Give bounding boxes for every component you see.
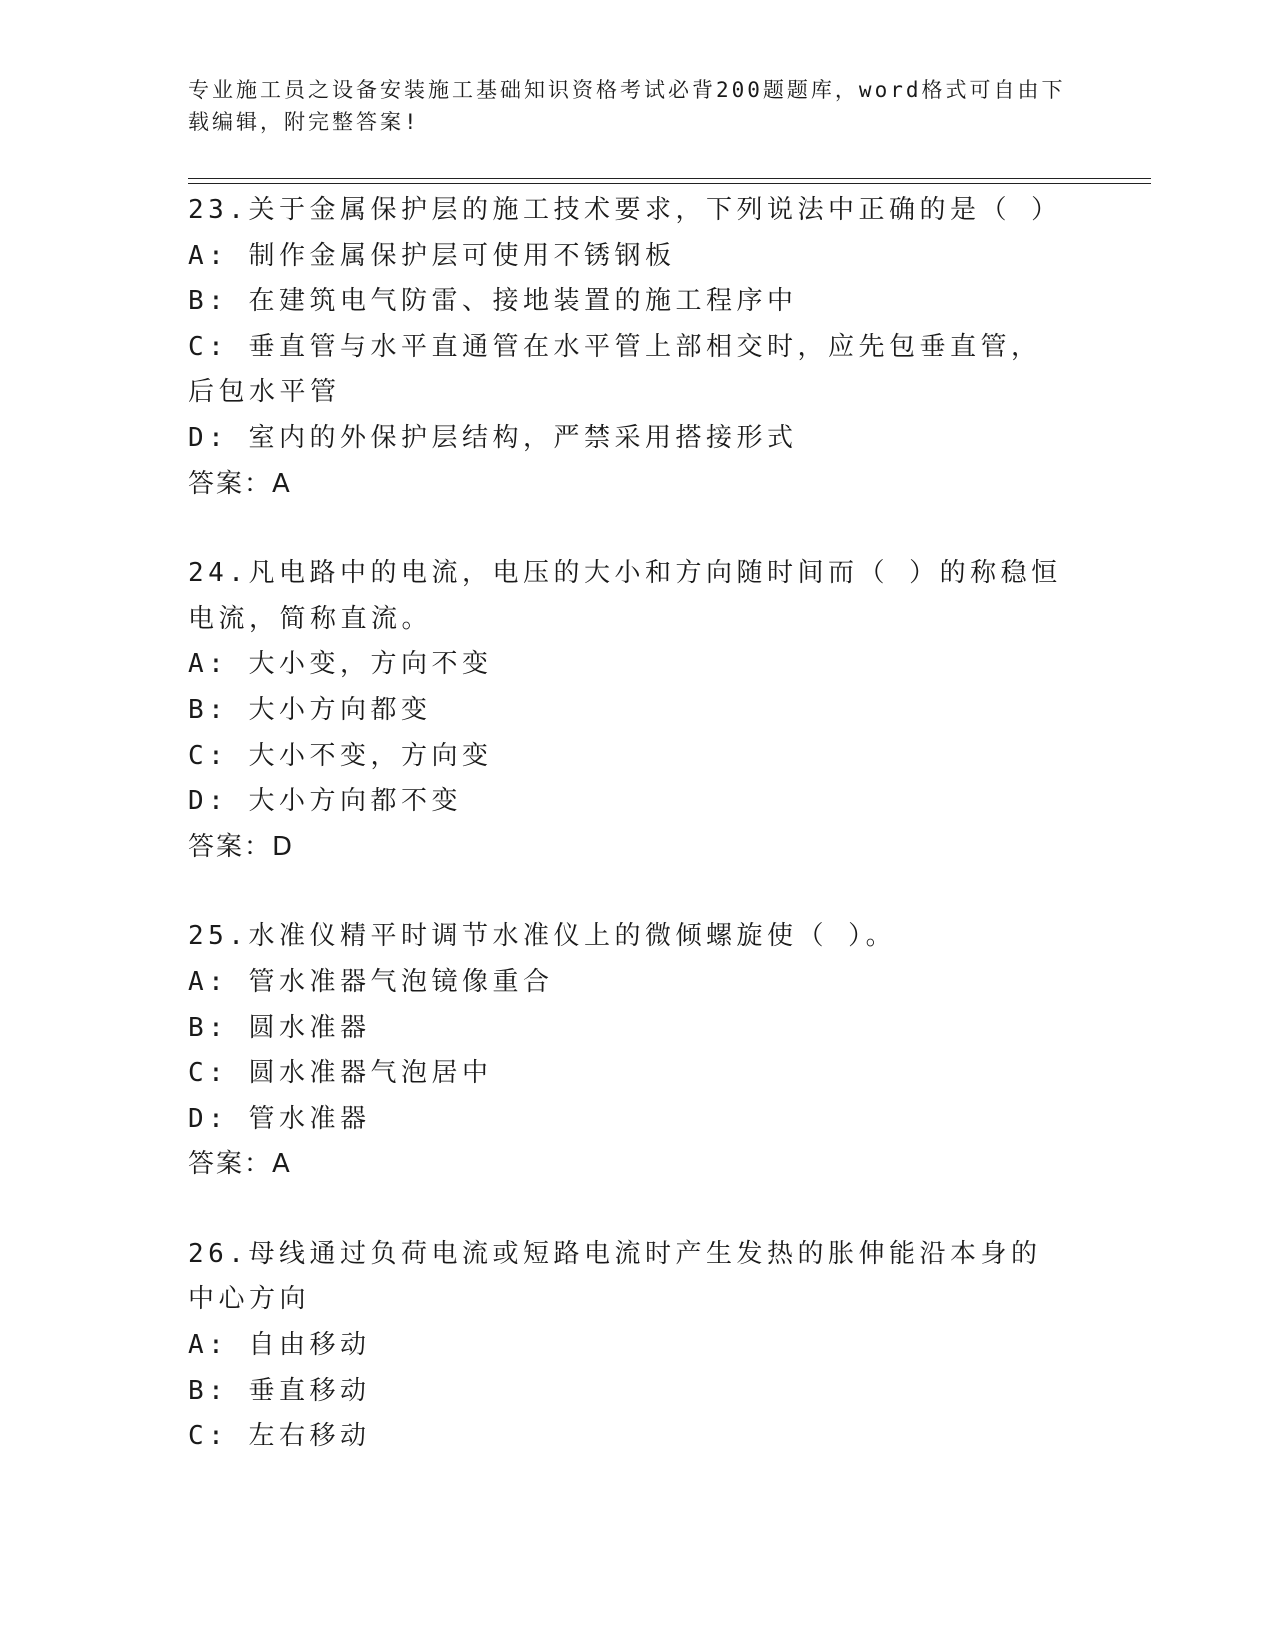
answer-line: 答案：A: [188, 468, 292, 499]
option-d: D: 管水准器: [188, 1103, 371, 1134]
question-stem: 25.水准仪精平时调节水准仪上的微倾螺旋使（ ）。: [188, 921, 897, 952]
option-c: C: 大小不变，方向变: [188, 740, 493, 771]
option-a: A: 制作金属保护层可使用不锈钢板: [188, 240, 676, 271]
option-b: B: 在建筑电气防雷、接地装置的施工程序中: [188, 286, 798, 317]
question-item: [188, 551, 1068, 870]
question-list: [188, 188, 1068, 1504]
question-stem: 24.凡电路中的电流，电压的大小和方向随时间而（ ）的称稳恒电流，简称直流。: [188, 558, 1062, 634]
option-b: B: 大小方向都变: [188, 694, 432, 725]
option-c: C: 左右移动: [188, 1421, 371, 1452]
document-header: 专业施工员之设备安装施工基础知识资格考试必背200题题库，word格式可自由下载编辑，附完整答案!: [188, 78, 1066, 134]
answer-line: 答案：D: [188, 831, 295, 862]
question-item: [188, 188, 1068, 507]
option-a: A: 大小变，方向不变: [188, 649, 493, 680]
header-divider: [188, 178, 1151, 184]
option-c: C: 垂直管与水平直通管在水平管上部相交时，应先包垂直管，后包水平管: [188, 331, 1042, 408]
question-item: [188, 914, 1068, 1188]
option-d: D: 室内的外保护层结构，严禁采用搭接形式: [188, 422, 798, 453]
answer-line: 答案：A: [188, 1149, 292, 1180]
option-b: B: 垂直移动: [188, 1375, 371, 1406]
option-b: B: 圆水准器: [188, 1012, 371, 1043]
option-a: A: 管水准器气泡镜像重合: [188, 966, 554, 997]
option-c: C: 圆水准器气泡居中: [188, 1058, 493, 1089]
option-a: A: 自由移动: [188, 1330, 371, 1361]
question-stem: 23.关于金属保护层的施工技术要求，下列说法中正确的是（ ）: [188, 195, 1062, 225]
question-item: [188, 1232, 1068, 1460]
option-d: D: 大小方向都不变: [188, 786, 462, 817]
question-stem: 26.母线通过负荷电流或短路电流时产生发热的胀伸能沿本身的中心方向: [188, 1238, 1042, 1315]
